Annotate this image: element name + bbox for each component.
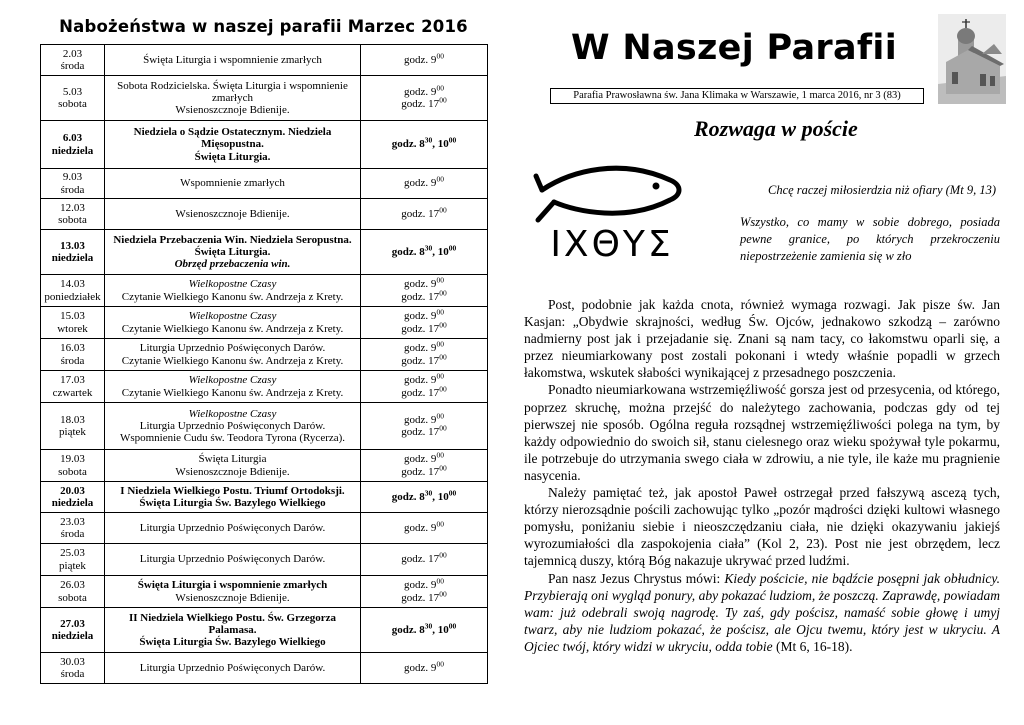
service-line: I Niedziela Wielkiego Postu. Triumf Ortodoksji. xyxy=(120,484,345,497)
schedule-date-cell xyxy=(41,199,105,230)
time-line xyxy=(363,51,485,66)
time-minutes: 00 xyxy=(436,51,444,61)
service-line: Liturgia Uprzednio Poświęconych Darów. xyxy=(139,521,326,534)
newsletter-title: W Naszej Parafii xyxy=(570,28,898,68)
schedule-time-cell xyxy=(361,544,488,576)
time-text: godz. 8 xyxy=(391,490,425,503)
time-minutes: 00 xyxy=(439,462,447,472)
schedule-service-cell xyxy=(105,513,361,544)
time-line xyxy=(363,423,485,438)
time-minutes: 00 xyxy=(436,275,444,285)
schedule-date-cell xyxy=(41,403,105,450)
schedule-date-cell xyxy=(41,371,105,403)
schedule-date-cell xyxy=(41,450,105,482)
schedule-row xyxy=(41,482,488,513)
schedule-time-cell xyxy=(361,45,488,76)
date: 18.03 xyxy=(60,413,85,426)
time-line xyxy=(363,588,485,604)
schedule-time-cell xyxy=(361,76,488,121)
service-line: Wspomnienie Cudu św. Teodora Tyrona (Rycerza). xyxy=(119,432,346,445)
time-minutes: 00 xyxy=(439,550,447,560)
date: 5.03 xyxy=(62,85,83,98)
service-line: Święta Liturgia i wspomnienie zmarłych xyxy=(143,53,322,66)
schedule-date-cell xyxy=(41,307,105,339)
time-line xyxy=(363,411,485,426)
article-paragraph: Post, podobnie jak każda cnota, również wymaga rozwagi. Jak pisze św. Jan Kasjan: „Obydwie skrajności, według Św. Ojców, jednakowo szkodzą – zarówno nadmierny post jak i przejadanie się. Znani są nam tacy, co łakomstwu oparli się, a przez nieumiarkowany post zostali pokonani i wtedy właśnie popadli w grzech łakomstwa, wskutek słabości wynikającej z przesadnego poszczenia. xyxy=(524,297,1000,381)
schedule-service-cell xyxy=(105,307,361,339)
weekday: sobota xyxy=(58,465,87,478)
schedule-date-cell xyxy=(41,76,105,121)
service-line: Czytanie Wielkiego Kanonu św. Andrzeja z Krety. xyxy=(121,290,344,303)
time-minutes: 00 xyxy=(436,519,444,529)
schedule-row xyxy=(41,275,488,307)
church-illustration xyxy=(938,14,1006,104)
time-line xyxy=(363,243,485,258)
weekday: niedziela xyxy=(51,497,94,509)
time-text: godz. 17 xyxy=(401,553,440,566)
schedule-date-cell xyxy=(41,169,105,199)
article-paragraph: Ponadto nieumiarkowana wstrzemięźliwość gorsza jest od przesycenia, od którego, poprzez skruchę, można przejść do należytego zachowania, podczas gdy od tej pierwszej nie sposób. Ogólna reguła rozsądnej wstrzemięźliwości polega na tym, by każdy odpowiednio do swoich sił, stanu cielesnego oraz wieku spożywał tyle pokarmu, ile potrzebuje do utrzymania swego ciała w zdrowiu, a nie tyle, ile każe mu pragnienie nasycenia. xyxy=(524,382,1000,483)
time-line xyxy=(363,174,485,190)
ichthys-text: ΙΧΘΥΣ xyxy=(550,224,674,262)
article-motto: Chcę raczej miłosierdzia niż ofiary (Mt 9, 13) xyxy=(768,183,996,197)
time-minutes: 00 xyxy=(436,83,444,93)
parish-info-line: Parafia Prawosławna św. Jana Klimaka w Warszawie, 1 marca 2016, nr 3 (83) xyxy=(550,88,924,104)
schedule-title: Nabożeństwa w naszej parafii Marzec 2016 xyxy=(59,17,468,36)
schedule-row xyxy=(41,403,488,450)
schedule-time-cell xyxy=(361,513,488,544)
schedule-row xyxy=(41,45,488,76)
time-text: godz. 8 xyxy=(391,245,425,258)
time-minutes: 30 xyxy=(424,488,433,498)
schedule-time-cell xyxy=(361,121,488,169)
date: 17.03 xyxy=(60,374,85,387)
article-paragraph: Należy pamiętać też, jak apostoł Paweł ostrzegał przed fałszywą ascezą tych, którzy nierozsądnie pościli zachowując tylko „pozór mądrości dzięki kultowi własnego pomysłu, poniżaniu siebie i nieoszczędzaniu ciała, nie dzięki okazywaniu jakiejś wyrozumiałości dla zaspokojenia ciała” (Kol 2, 23). Post nie jest obrzędem, lecz tajemnicą duszy, którą Bóg nakazuje ukrywać przed ludźmi. xyxy=(524,485,1000,569)
time-text: , 10 xyxy=(432,245,449,258)
weekday: piątek xyxy=(59,426,86,438)
date: 14.03 xyxy=(60,278,85,291)
time-minutes: 30 xyxy=(424,135,433,145)
schedule-row xyxy=(41,199,488,230)
time-text: godz. 17 xyxy=(401,322,440,335)
service-line: Święta Liturgia. xyxy=(194,150,271,163)
schedule-service-cell xyxy=(105,576,361,608)
weekday: sobota xyxy=(58,214,87,226)
time-text: , 10 xyxy=(432,623,449,636)
date: 26.03 xyxy=(60,579,85,592)
schedule-row xyxy=(41,169,488,199)
service-line: Liturgia Uprzednio Poświęconych Darów. xyxy=(139,553,326,566)
time-minutes: 00 xyxy=(448,621,457,631)
service-line: Święta Liturgia. xyxy=(194,245,271,258)
time-text: godz. 9 xyxy=(404,413,437,426)
service-line: Wsienoszcznoje Bdienije. xyxy=(175,207,290,220)
service-line: Święta Liturgia xyxy=(198,453,267,466)
schedule-row xyxy=(41,371,488,403)
weekday: poniedziałek xyxy=(44,290,101,303)
date: 15.03 xyxy=(60,310,85,323)
time-minutes: 00 xyxy=(436,339,444,349)
service-line: Niedziela o Sądzie Ostatecznym. Niedziela Mięsopustna. xyxy=(133,126,332,151)
service-line: Obrzęd przebaczenia win. xyxy=(174,258,291,271)
weekday: środa xyxy=(60,528,85,540)
service-line: II Niedziela Wielkiego Postu. Św. Grzegorza Palamasa. xyxy=(128,611,337,636)
weekday: środa xyxy=(60,354,85,367)
date: 23.03 xyxy=(60,515,85,528)
time-minutes: 00 xyxy=(439,205,447,215)
time-text: godz. 8 xyxy=(391,138,425,151)
time-minutes: 00 xyxy=(439,287,447,297)
time-line xyxy=(363,519,485,534)
date: 12.03 xyxy=(60,201,85,214)
time-line xyxy=(363,319,485,335)
schedule-row xyxy=(41,608,488,653)
schedule-row xyxy=(41,307,488,339)
date: 2.03 xyxy=(62,47,83,60)
scripture-reference: (Mt 6, 16-18). xyxy=(772,638,853,654)
time-line xyxy=(363,550,485,566)
schedule-date-cell xyxy=(41,45,105,76)
article-title: Rozwaga w poście xyxy=(694,116,858,141)
date: 27.03 xyxy=(60,617,85,630)
schedule-date-cell xyxy=(41,275,105,307)
schedule-service-cell xyxy=(105,653,361,684)
schedule-section xyxy=(40,14,487,684)
schedule-time-cell xyxy=(361,230,488,275)
time-line xyxy=(363,576,485,592)
time-text: godz. 9 xyxy=(404,278,437,291)
article-body xyxy=(524,296,1000,655)
schedule-time-cell xyxy=(361,339,488,371)
time-line xyxy=(363,135,485,151)
service-line: Wielkopostne Czasy xyxy=(188,374,277,387)
schedule-date-cell xyxy=(41,653,105,684)
schedule-time-cell xyxy=(361,371,488,403)
date: 19.03 xyxy=(60,453,85,466)
time-text: , 10 xyxy=(432,490,449,503)
time-line xyxy=(363,659,485,674)
time-text: godz. 9 xyxy=(404,374,437,387)
schedule-row xyxy=(41,450,488,482)
weekday: niedziela xyxy=(51,144,94,157)
weekday: środa xyxy=(60,668,85,680)
date: 9.03 xyxy=(62,171,83,184)
time-minutes: 00 xyxy=(448,243,457,253)
schedule-time-cell xyxy=(361,169,488,199)
time-line xyxy=(363,462,485,478)
time-line xyxy=(363,383,485,399)
schedule-service-cell xyxy=(105,169,361,199)
schedule-row xyxy=(41,121,488,169)
time-minutes: 00 xyxy=(439,588,447,598)
service-line: Czytanie Wielkiego Kanonu św. Andrzeja z Krety. xyxy=(121,322,344,335)
time-line xyxy=(363,205,485,220)
schedule-date-cell xyxy=(41,608,105,653)
schedule-service-cell xyxy=(105,371,361,403)
time-text: godz. 9 xyxy=(404,342,437,355)
schedule-date-cell xyxy=(41,544,105,576)
weekday: wtorek xyxy=(57,322,88,335)
weekday: sobota xyxy=(58,591,87,604)
article-paragraph-last xyxy=(524,570,1000,655)
schedule-service-cell xyxy=(105,482,361,513)
time-text: godz. 17 xyxy=(401,386,440,399)
weekday: niedziela xyxy=(51,252,94,264)
time-text: godz. 17 xyxy=(401,591,440,604)
time-minutes: 30 xyxy=(424,243,433,253)
time-text: godz. 9 xyxy=(404,53,437,66)
schedule-date-cell xyxy=(41,482,105,513)
time-text: godz. 17 xyxy=(401,290,440,303)
schedule-date-cell xyxy=(41,576,105,608)
date: 13.03 xyxy=(60,239,85,252)
schedule-date-cell xyxy=(41,230,105,275)
date: 30.03 xyxy=(60,655,85,668)
service-line: Niedziela Przebaczenia Win. Niedziela Seropustna. xyxy=(113,233,352,246)
time-text: godz. 8 xyxy=(391,623,425,636)
time-minutes: 00 xyxy=(448,488,457,498)
time-line xyxy=(363,351,485,367)
ichthys-fish-icon xyxy=(532,150,692,262)
schedule-time-cell xyxy=(361,307,488,339)
service-line: Święta Liturgia Św. Bazylego Wielkiego xyxy=(139,497,326,509)
date: 16.03 xyxy=(60,342,85,355)
time-minutes: 00 xyxy=(439,351,447,361)
time-text: godz. 9 xyxy=(404,310,437,323)
schedule-service-cell xyxy=(105,608,361,653)
time-line xyxy=(363,488,485,503)
article-quote: Wszystko, co mamy w sobie dobrego, posiada pewne granice, po których przekroczeniu niepostrzeżenie zamienia się w zło xyxy=(740,215,1000,263)
church-photo xyxy=(938,14,1006,104)
schedule-date-cell xyxy=(41,339,105,371)
schedule-row xyxy=(41,653,488,684)
time-line xyxy=(363,339,485,355)
time-minutes: 00 xyxy=(436,411,444,421)
service-line: Wielkopostne Czasy xyxy=(188,278,277,291)
time-text: godz. 9 xyxy=(404,521,437,534)
service-line: Święta Liturgia Św. Bazylego Wielkiego xyxy=(139,636,326,649)
schedule-time-cell xyxy=(361,576,488,608)
schedule-date-cell xyxy=(41,513,105,544)
weekday: piątek xyxy=(59,559,86,572)
date: 20.03 xyxy=(60,484,85,497)
weekday: czwartek xyxy=(52,386,93,399)
time-minutes: 00 xyxy=(436,307,444,317)
service-line: Liturgia Uprzednio Poświęconych Darów. xyxy=(139,661,326,674)
schedule-row xyxy=(41,339,488,371)
weekday: niedziela xyxy=(51,630,94,642)
schedule-service-cell xyxy=(105,544,361,576)
time-line xyxy=(363,371,485,387)
time-text: godz. 17 xyxy=(401,98,440,110)
service-line: Wsienoszcznoje Bdienije. xyxy=(175,591,290,604)
service-line: Wsienoszcznoje Bdienije. xyxy=(175,104,290,117)
time-minutes: 00 xyxy=(439,95,447,105)
time-minutes: 00 xyxy=(436,174,444,184)
time-text: godz. 17 xyxy=(401,354,440,367)
time-text: godz. 17 xyxy=(401,426,440,438)
schedule-service-cell xyxy=(105,339,361,371)
schedule-time-cell xyxy=(361,403,488,450)
schedule-date-cell xyxy=(41,121,105,169)
schedule-service-cell xyxy=(105,403,361,450)
scripture-quote: Kiedy pościcie, nie bądźcie posępni jak obłudnicy. Przybierają oni wygląd ponury, aby pokazać ludziom, że poszczą. Zaprawdę, powiadam wam: już odebrali swoją nagrodę. Ty zaś, gdy pościsz, namaść sobie głowę i umyj twarz, aby nie ludziom pokazać, że pościsz, ale Ojcu twemu, który jest w ukryciu. A Ojciec twój, który widzi w ukryciu, odda tobie xyxy=(524,570,1000,654)
weekday: sobota xyxy=(58,98,87,110)
time-line xyxy=(363,450,485,466)
schedule-service-cell xyxy=(105,199,361,230)
time-minutes: 00 xyxy=(439,423,447,433)
schedule-row xyxy=(41,76,488,121)
schedule-time-cell xyxy=(361,482,488,513)
time-minutes: 00 xyxy=(439,383,447,393)
schedule-service-cell xyxy=(105,45,361,76)
time-line xyxy=(363,287,485,303)
schedule-service-cell xyxy=(105,121,361,169)
time-line xyxy=(363,95,485,110)
service-line: Czytanie Wielkiego Kanonu św. Andrzeja z Krety. xyxy=(121,386,344,399)
weekday: środa xyxy=(60,60,85,72)
time-text: godz. 9 xyxy=(404,453,437,466)
date: 6.03 xyxy=(62,132,83,145)
time-minutes: 00 xyxy=(439,319,447,329)
time-minutes: 00 xyxy=(448,135,457,145)
service-line: Wielkopostne Czasy xyxy=(188,407,277,420)
time-minutes: 00 xyxy=(436,371,444,381)
service-line: Liturgia Uprzednio Poświęconych Darów. xyxy=(139,419,326,432)
time-line xyxy=(363,621,485,636)
paragraph-lead: Pan nasz Jezus Chrystus mówi: xyxy=(548,570,725,586)
service-line: Wielkopostne Czasy xyxy=(188,310,277,323)
service-line: Czytanie Wielkiego Kanonu św. Andrzeja z Krety. xyxy=(121,354,344,367)
schedule-time-cell xyxy=(361,275,488,307)
schedule-row xyxy=(41,230,488,275)
time-text: godz. 9 xyxy=(404,579,437,592)
time-text: godz. 9 xyxy=(404,85,437,98)
schedule-service-cell xyxy=(105,275,361,307)
weekday: środa xyxy=(60,183,85,196)
schedule-time-cell xyxy=(361,608,488,653)
time-text: godz. 9 xyxy=(404,661,437,674)
schedule-row xyxy=(41,576,488,608)
service-line: Święta Liturgia i wspomnienie zmarłych xyxy=(137,579,328,592)
schedule-time-cell xyxy=(361,450,488,482)
service-line: Liturgia Uprzednio Poświęconych Darów. xyxy=(139,342,326,355)
time-minutes: 00 xyxy=(436,450,444,460)
schedule-table xyxy=(40,44,488,684)
time-text: godz. 17 xyxy=(401,207,440,220)
service-line: Wspomnienie zmarłych xyxy=(180,177,285,190)
schedule-row xyxy=(41,513,488,544)
service-line: Sobota Rodzicielska. Święta Liturgia i wspomnienie zmarłych xyxy=(117,79,348,104)
schedule-time-cell xyxy=(361,199,488,230)
schedule-row xyxy=(41,544,488,576)
schedule-service-cell xyxy=(105,76,361,121)
time-line xyxy=(363,307,485,323)
time-text: , 10 xyxy=(432,138,449,151)
service-line: Wsienoszcznoje Bdienije. xyxy=(175,465,290,478)
time-line xyxy=(363,275,485,291)
time-line xyxy=(363,83,485,98)
time-text: godz. 9 xyxy=(404,177,437,190)
newsletter-section xyxy=(520,0,1006,725)
time-minutes: 00 xyxy=(436,659,444,669)
date: 25.03 xyxy=(60,547,85,560)
schedule-time-cell xyxy=(361,653,488,684)
schedule-service-cell xyxy=(105,450,361,482)
schedule-service-cell xyxy=(105,230,361,275)
time-minutes: 00 xyxy=(436,576,444,586)
time-minutes: 30 xyxy=(424,621,433,631)
time-text: godz. 17 xyxy=(401,465,440,478)
